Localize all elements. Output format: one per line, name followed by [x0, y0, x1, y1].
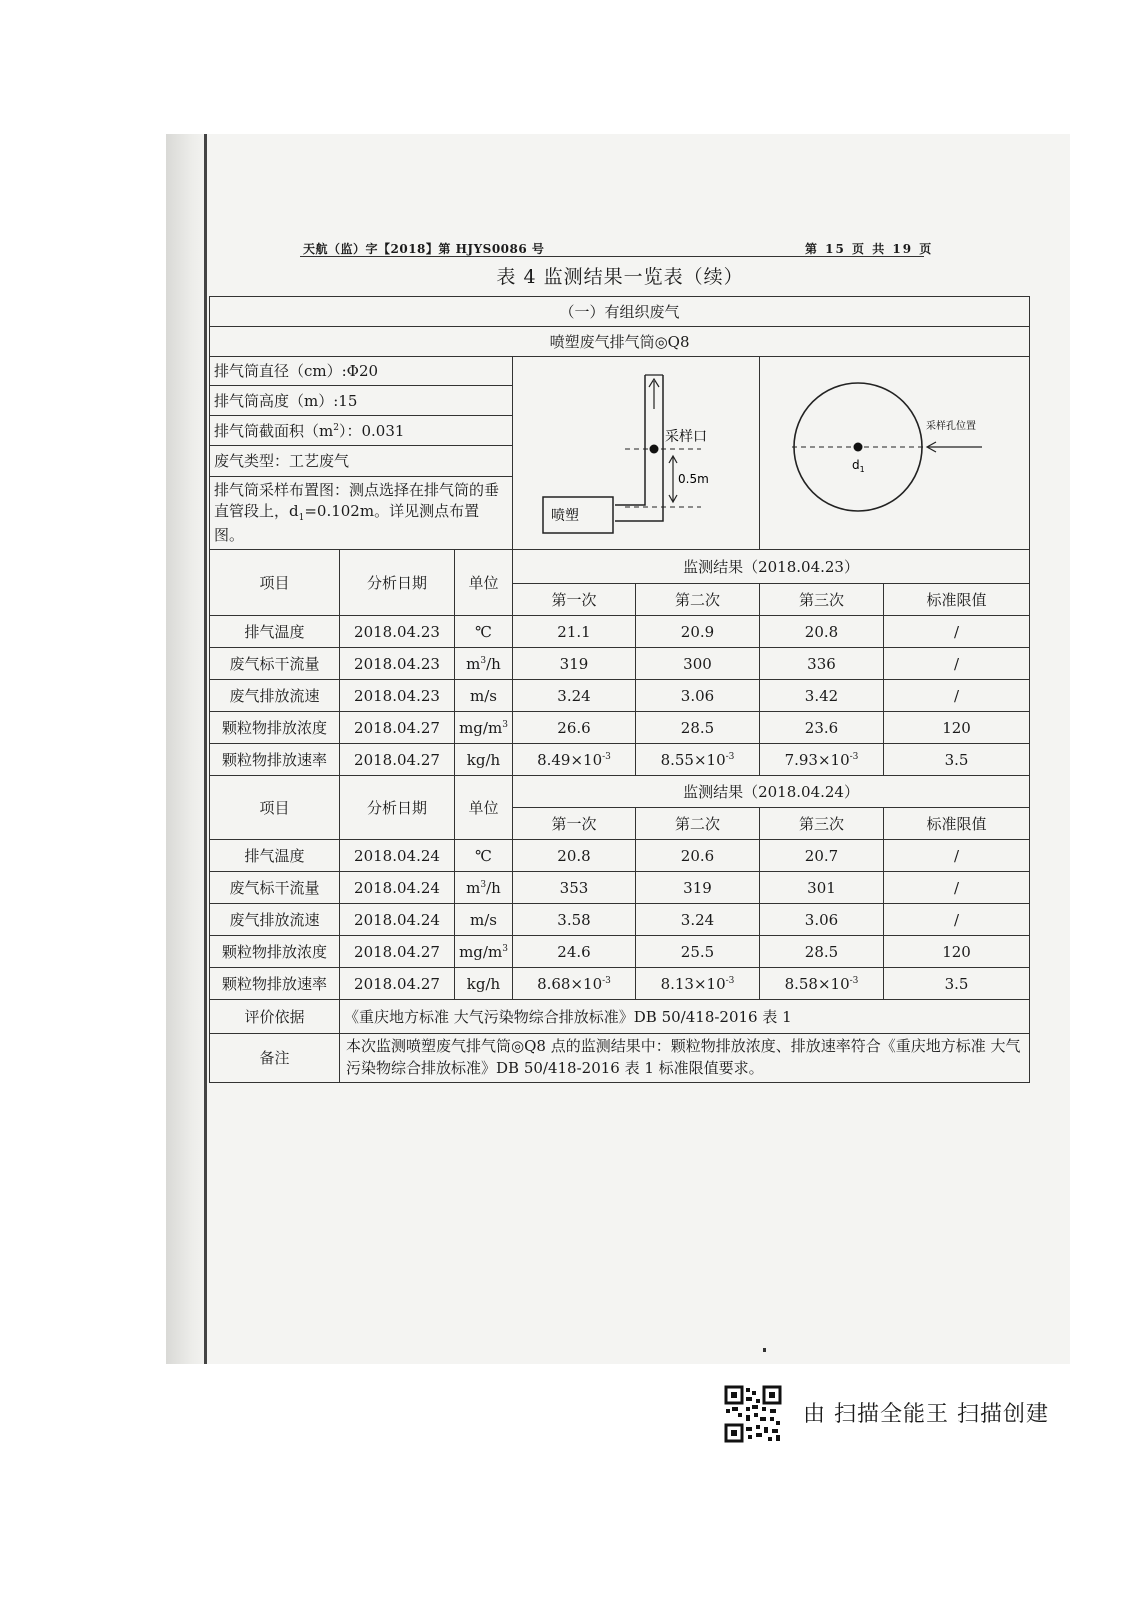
qr-code-icon — [724, 1385, 782, 1443]
cell-limit: / — [884, 904, 1030, 936]
remark-label: 备注 — [210, 1034, 340, 1083]
cell-date: 2018.04.24 — [340, 904, 455, 936]
cell-date: 2018.04.27 — [340, 744, 455, 776]
cell-limit: / — [884, 840, 1030, 872]
cell-date: 2018.04.24 — [340, 840, 455, 872]
basis-row — [210, 1000, 1030, 1034]
cell-date: 2018.04.27 — [340, 936, 455, 968]
cell-first: 319 — [513, 648, 636, 680]
cell-first: 3.58 — [513, 904, 636, 936]
cell-third: 3.42 — [760, 680, 884, 712]
basis-text: 《重庆地方标准 大气污染物综合排放标准》DB 50/418-2016 表 1 — [340, 1000, 1030, 1034]
cell-third: 301 — [760, 872, 884, 904]
block2-rows — [210, 840, 1030, 1000]
scanner-watermark: 由 扫描全能王 扫描创建 — [803, 1402, 1049, 1427]
cell-unit: ℃ — [455, 840, 513, 872]
cell-limit: 3.5 — [884, 968, 1030, 1000]
table-row — [210, 712, 1030, 744]
block2-header-row — [210, 776, 1030, 808]
cell-second: $8.13\times 10^{-3}$ — [636, 968, 760, 1000]
cell-limit: 120 — [884, 712, 1030, 744]
cell-unit: ℃ — [455, 616, 513, 648]
cell-second: 319 — [636, 872, 760, 904]
cell-third: 20.7 — [760, 840, 884, 872]
cell-item: 颗粒物排放浓度 — [210, 712, 340, 744]
cell-unit: m/s — [455, 680, 513, 712]
info-row — [210, 357, 1030, 386]
stack-row — [210, 327, 1030, 357]
col-unit: 单位 — [455, 776, 513, 840]
cell-limit: / — [884, 648, 1030, 680]
cell-second: 25.5 — [636, 936, 760, 968]
cell-date: 2018.04.27 — [340, 712, 455, 744]
stack-height: 排气筒高度（m）:15 — [210, 386, 513, 415]
cell-third: 336 — [760, 648, 884, 680]
sampling-layout-note: 排气筒采样布置图：测点选择在排气筒的垂直管段上，$d_1=0.102m$。详见测点布置图。 — [210, 476, 513, 549]
table-row — [210, 616, 1030, 648]
cell-item: 废气标干流量 — [210, 648, 340, 680]
cell-item: 颗粒物排放速率 — [210, 968, 340, 1000]
remark-text: 本次监测喷塑废气排气筒◎Q8 点的监测结果中：颗粒物排放浓度、排放速率符合《重庆地方标准 大气污染物综合排放标准》DB 50/418-2016 表 1 标准限值要求。 — [340, 1034, 1030, 1083]
cell-date: 2018.04.27 — [340, 968, 455, 1000]
basis-label: 评价依据 — [210, 1000, 340, 1034]
sampling-hole-label: 采样孔位置 — [926, 421, 976, 432]
cell-item: 废气排放流速 — [210, 680, 340, 712]
cell-second: $8.55\times 10^{-3}$ — [636, 744, 760, 776]
header-rule — [300, 256, 924, 257]
cross-section-diagram — [760, 357, 1030, 550]
cell-date: 2018.04.24 — [340, 872, 455, 904]
cell-limit: / — [884, 872, 1030, 904]
block1-rows — [210, 616, 1030, 776]
cell-third: 28.5 — [760, 936, 884, 968]
cell-unit: $mg/m^3$ — [455, 712, 513, 744]
monitoring-results-table — [209, 296, 1030, 1083]
col-limit: 标准限值 — [884, 808, 1030, 840]
cell-first: $8.68\times 10^{-3}$ — [513, 968, 636, 1000]
cell-first: $8.49\times 10^{-3}$ — [513, 744, 636, 776]
col-third: 第三次 — [760, 808, 884, 840]
col-first: 第一次 — [513, 808, 636, 840]
cell-item: 废气标干流量 — [210, 872, 340, 904]
cell-second: 3.06 — [636, 680, 760, 712]
paper-edge-shadow — [166, 134, 208, 1364]
cell-third: 20.8 — [760, 616, 884, 648]
cell-second: 20.9 — [636, 616, 760, 648]
cell-limit: 120 — [884, 936, 1030, 968]
col-second: 第二次 — [636, 584, 760, 616]
report-number: 天航（监）字【2018】第 HJYS0086 号 — [303, 242, 545, 256]
cell-date: 2018.04.23 — [340, 680, 455, 712]
cell-unit: kg/h — [455, 968, 513, 1000]
sampling-layout-diagram — [513, 357, 760, 550]
result-title: 监测结果（2018.04.23） — [513, 550, 1030, 584]
cell-first: 24.6 — [513, 936, 636, 968]
result-title: 监测结果（2018.04.24） — [513, 776, 1030, 808]
cell-limit: 3.5 — [884, 744, 1030, 776]
stack-title: 喷塑废气排气筒◎Q8 — [210, 327, 1030, 357]
pipe-outline-outer — [615, 375, 645, 505]
cell-item: 排气温度 — [210, 616, 340, 648]
cell-first: 20.8 — [513, 840, 636, 872]
col-date: 分析日期 — [340, 776, 455, 840]
cell-third: 3.06 — [760, 904, 884, 936]
cell-limit: / — [884, 680, 1030, 712]
col-limit: 标准限值 — [884, 584, 1030, 616]
d1-label: $d_1$ — [852, 458, 865, 474]
cell-unit: $mg/m^3$ — [455, 936, 513, 968]
col-date: 分析日期 — [340, 550, 455, 616]
section-row — [210, 297, 1030, 327]
cell-first: 21.1 — [513, 616, 636, 648]
col-third: 第三次 — [760, 584, 884, 616]
cross-section-svg — [760, 357, 1028, 549]
sampling-point — [650, 445, 659, 454]
binding-line — [204, 134, 207, 1364]
cell-third: 23.6 — [760, 712, 884, 744]
table-row — [210, 968, 1030, 1000]
side-view-diagram — [513, 357, 741, 549]
stack-area: 排气筒截面积$(m^2)$：0.031 — [210, 415, 513, 445]
cell-unit: $m^3/h$ — [455, 648, 513, 680]
cell-third: $7.93\times 10^{-3}$ — [760, 744, 884, 776]
distance-label: 0.5m — [678, 472, 709, 486]
spray-booth-label: 喷塑 — [551, 508, 579, 524]
section-title: （一）有组织废气 — [210, 297, 1030, 327]
cell-second: 3.24 — [636, 904, 760, 936]
table-row — [210, 872, 1030, 904]
gas-type: 废气类型：工艺废气 — [210, 446, 513, 476]
remark-row — [210, 1034, 1030, 1083]
cell-unit: kg/h — [455, 744, 513, 776]
cell-first: 26.6 — [513, 712, 636, 744]
col-item: 项目 — [210, 550, 340, 616]
cell-item: 颗粒物排放速率 — [210, 744, 340, 776]
cell-date: 2018.04.23 — [340, 616, 455, 648]
col-unit: 单位 — [455, 550, 513, 616]
page-info: 第 15 页 共 19 页 — [805, 242, 934, 256]
table-title: 表 4 监测结果一览表（续） — [496, 266, 744, 288]
cell-unit: $m^3/h$ — [455, 872, 513, 904]
col-first: 第一次 — [513, 584, 636, 616]
cell-second: 300 — [636, 648, 760, 680]
cell-item: 排气温度 — [210, 840, 340, 872]
cell-date: 2018.04.23 — [340, 648, 455, 680]
table-row — [210, 904, 1030, 936]
table-row — [210, 680, 1030, 712]
table-row — [210, 648, 1030, 680]
cell-first: 353 — [513, 872, 636, 904]
col-item: 项目 — [210, 776, 340, 840]
cell-item: 颗粒物排放浓度 — [210, 936, 340, 968]
cell-second: 20.6 — [636, 840, 760, 872]
col-second: 第二次 — [636, 808, 760, 840]
cell-first: 3.24 — [513, 680, 636, 712]
table-row — [210, 840, 1030, 872]
cell-limit: / — [884, 616, 1030, 648]
block1-header-row — [210, 550, 1030, 584]
scan-speck — [763, 1348, 766, 1352]
cell-second: 28.5 — [636, 712, 760, 744]
cell-third: $8.58\times 10^{-3}$ — [760, 968, 884, 1000]
center-point — [854, 443, 863, 452]
cell-item: 废气排放流速 — [210, 904, 340, 936]
sampling-port-label: 采样口 — [665, 429, 707, 445]
stack-diameter: 排气筒直径（cm）:Φ20 — [210, 357, 513, 386]
table-row — [210, 744, 1030, 776]
table-row — [210, 936, 1030, 968]
cell-unit: m/s — [455, 904, 513, 936]
